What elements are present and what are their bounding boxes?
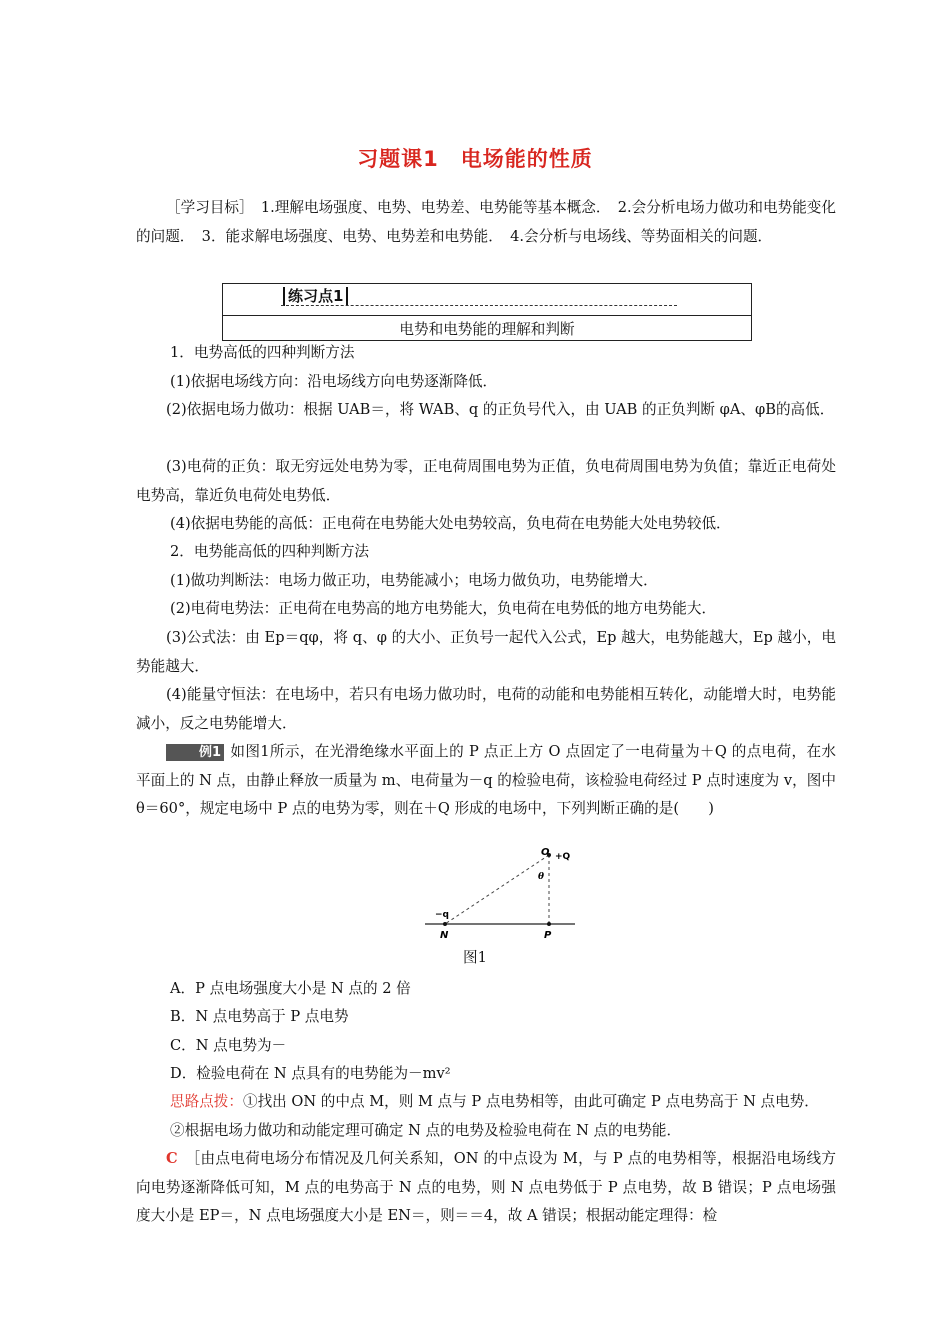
example-text: 如图1所示，在光滑绝缘水平面上的 P 点正上方 O 点固定了一电荷量为＋Q 的点电荷，在水平面上的 N 点，由静止释放一质量为 m、电荷量为－q 的检验电荷，该检验电荷经过 P 点时速度为 v，图中 θ＝60°，规定电场中 P 点的电势为零，则在＋Q 形成的电场中，下列判断正确的是( ) xyxy=(136,743,836,817)
method-1-title: 1．电势高低的四种判断方法 xyxy=(170,344,355,361)
method-1-item-1: (1)依据电场线方向：沿电场线方向电势逐渐降低． xyxy=(170,373,498,390)
label-theta: θ xyxy=(538,872,545,882)
field-diagram xyxy=(425,843,585,943)
answer-paragraph xyxy=(136,1145,836,1231)
answer-text: ［由点电荷电场分布情况及几何关系知，ON 的中点设为 M，与 P 点的电势相等，根据沿电场线方向电势逐渐降低可知，M 点的电势高于 N 点的电势，则 N 点电势低于 P 点电势，故 B 错误；P 点电场强度大小是 EP＝，N 点电场强度大小是 EN＝，则＝＝4，故 A 错误；根据动能定理得：检 xyxy=(136,1150,836,1224)
section-subtitle: 电势和电势能的理解和判断 xyxy=(399,321,575,338)
option-b: B．N 点电势高于 P 点电势 xyxy=(170,1008,349,1025)
method-1-item-3: (3)电荷的正负：取无穷远处电势为零，正电荷周围电势为正值，负电荷周围电势为负值；靠近正电荷处电势高，靠近负电荷处电势低． xyxy=(136,458,836,504)
example-1 xyxy=(136,738,836,824)
page-title: 习题课1 电场能的性质 xyxy=(357,147,593,171)
method-2-item-2: (2)电荷电势法：正电荷在电势高的地方电势能大，负电荷在电势低的地方电势能大． xyxy=(170,600,717,617)
label-p: P xyxy=(544,930,552,941)
method-1-item-2: (2)依据电场力做功：根据 UAB＝，将 WAB、q 的正负号代入，由 UAB 的正负判断 φA、φB的高低． xyxy=(166,401,835,418)
method-2-item-4: (4)能量守恒法：在电场中，若只有电场力做功时，电荷的动能和电势能相互转化，动能增大时，电势能减小，反之电势能增大． xyxy=(136,686,836,732)
hint-line-2: ②根据电场力做功和动能定理可确定 N 点的电势及检验电荷在 N 点的电势能． xyxy=(170,1122,682,1139)
point-p-dot xyxy=(547,922,551,926)
section-header-box xyxy=(222,283,752,341)
option-d: D．检验电荷在 N 点具有的电势能为－mv² xyxy=(170,1065,451,1082)
method-1-item-4: (4)依据电势能的高低：正电荷在电势能大处电势较高，负电荷在电势能大处电势较低． xyxy=(170,515,731,532)
example-tag: 例1 xyxy=(166,744,224,761)
label-n: N xyxy=(440,930,449,941)
learning-objectives: ［学习目标］ 1.理解电场强度、电势、电势差、电势能等基本概念． 2.会分析电场力做功和电势能变化的问题． 3．能求解电场强度、电势、电势差和电势能． 4.会分析与电场线、等势面相关的问题． xyxy=(136,199,836,245)
method-2-item-1: (1)做功判断法：电场力做正功，电势能减小；电场力做负功，电势能增大． xyxy=(170,572,658,589)
method-2-item-3: (3)公式法：由 Ep＝qφ，将 q、φ 的大小、正负号一起代入公式，Ep 越大，电势能越大，Ep 越小，电势能越大． xyxy=(136,629,836,675)
label-plus-q: +Q xyxy=(555,852,571,862)
charge-n-dot xyxy=(443,922,447,926)
option-a: A．P 点电场强度大小是 N 点的 2 倍 xyxy=(170,980,411,997)
label-minus-q: −q xyxy=(435,910,449,920)
hint-text-1: ①找出 ON 的中点 M，则 M 点与 P 点电势相等，由此可确定 P 点电势高于 N 点电势． xyxy=(242,1093,819,1110)
section-tag: 练习点1 xyxy=(283,287,348,306)
label-o: O xyxy=(541,847,550,858)
figure-caption: 图1 xyxy=(463,949,487,966)
section-dash-line xyxy=(281,305,677,306)
answer-letter: C xyxy=(166,1150,178,1167)
hint-label: 思路点拨： xyxy=(170,1093,243,1110)
method-2-title: 2．电势能高低的四种判断方法 xyxy=(170,543,370,560)
option-c: C．N 点电势为－ xyxy=(170,1037,287,1054)
hint-line-1 xyxy=(170,1088,819,1117)
oblique-dash xyxy=(445,855,549,924)
figure-1 xyxy=(425,843,585,947)
